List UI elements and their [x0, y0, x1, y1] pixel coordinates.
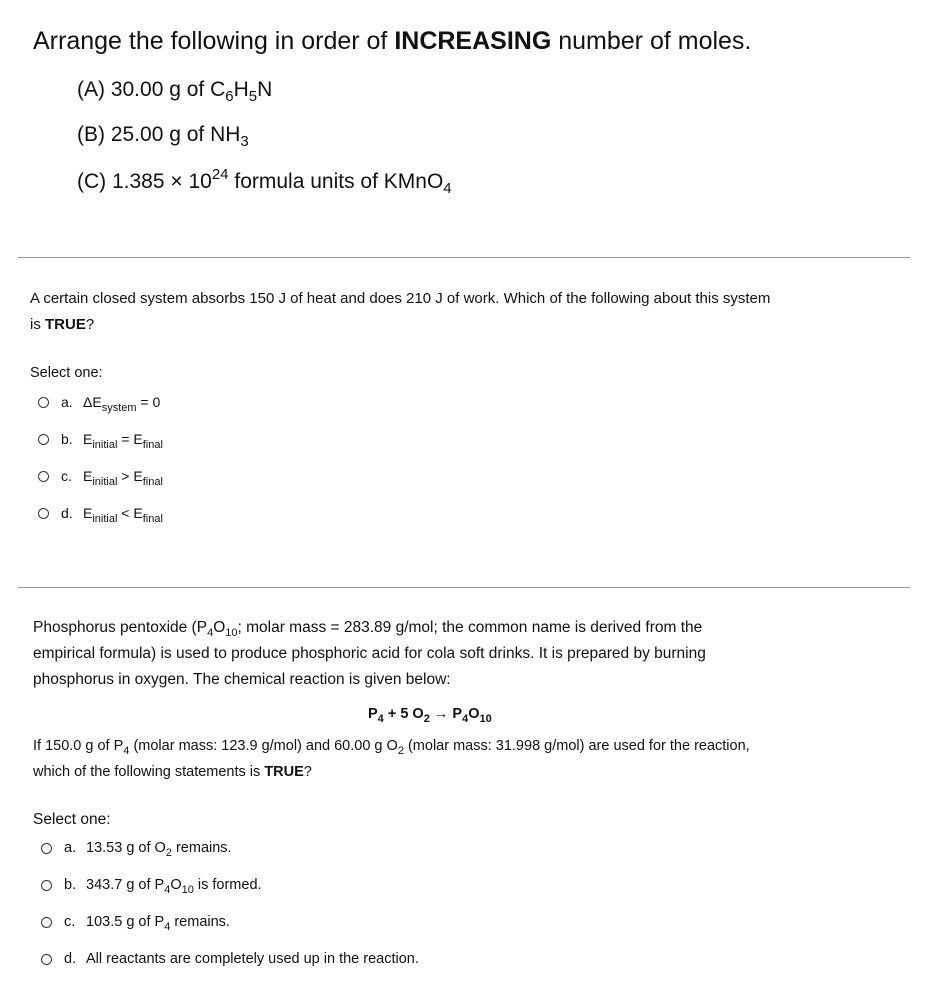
q2-option-d[interactable]: d. $E_{initial} < E_{final}$: [38, 503, 163, 523]
q3-prompt-line1: Phosphorus pentoxide ($P_4O_{10}$; molar mass = 283.89 g/mol; the common name is derived from the: [33, 619, 703, 639]
q1-item-c: (C) $1.385 \times 10^{24}$ formula units of KMnO$_4$: [77, 166, 452, 197]
q3-option-a[interactable]: a. 13.53 g of $O_2$ remains.: [41, 838, 232, 858]
q2-option-b[interactable]: b. $E_{initial} = E_{final}$: [38, 429, 163, 449]
q3-prompt-line5: which of the following statements is TRUE?: [33, 764, 312, 780]
q3-option-d[interactable]: d. All reactants are completely used up in the reaction.: [41, 949, 419, 969]
q1-prompt: Arrange the following in order of INCREASING number of moles.: [33, 27, 752, 55]
radio-icon[interactable]: [41, 843, 52, 854]
q3-select-one: Select one:: [33, 811, 111, 828]
q3-prompt-line3: phosphorus in oxygen. The chemical reaction is given below:: [33, 671, 451, 688]
radio-icon[interactable]: [38, 397, 49, 408]
radio-icon[interactable]: [41, 917, 52, 928]
q2-select-one: Select one:: [30, 365, 103, 381]
q2-prompt-line2: is TRUE?: [30, 316, 95, 333]
q3-prompt-line4: If 150.0 g of $P_4$ (molar mass: 123.9 g/mol) and 60.00 g $O_2$ (molar mass: 31.998 g/mol) are used for the reaction,: [33, 738, 750, 757]
divider-1: [18, 257, 910, 258]
radio-icon[interactable]: [41, 954, 52, 965]
radio-icon[interactable]: [38, 471, 49, 482]
q2-option-a[interactable]: a. $\Delta E_{system} = 0$: [38, 392, 160, 412]
radio-icon[interactable]: [38, 434, 49, 445]
q3-option-c[interactable]: c. 103.5 g of $P_4$ remains.: [41, 912, 230, 932]
q1-item-b: (B) 25.00 g of $NH_3$: [77, 123, 249, 150]
radio-icon[interactable]: [41, 880, 52, 891]
reaction-equation: $P_4 + 5$ $O_2 \to P_4O_{10}$: [368, 706, 492, 725]
q3-prompt-line2: empirical formula) is used to produce phosphoric acid for cola soft drinks. It is prepared by burning: [33, 645, 706, 662]
q3-option-b[interactable]: b. 343.7 g of $P_4O_{10}$ is formed.: [41, 875, 262, 895]
divider-2: [18, 587, 910, 588]
q1-item-a: (A) 30.00 g of $C_6H_5N$: [77, 78, 273, 105]
q2-prompt-line1: A certain closed system absorbs 150 J of heat and does 210 J of work. Which of the following about this system: [30, 290, 771, 307]
q2-option-c[interactable]: c. $E_{initial} > E_{final}$: [38, 466, 163, 486]
radio-icon[interactable]: [38, 508, 49, 519]
